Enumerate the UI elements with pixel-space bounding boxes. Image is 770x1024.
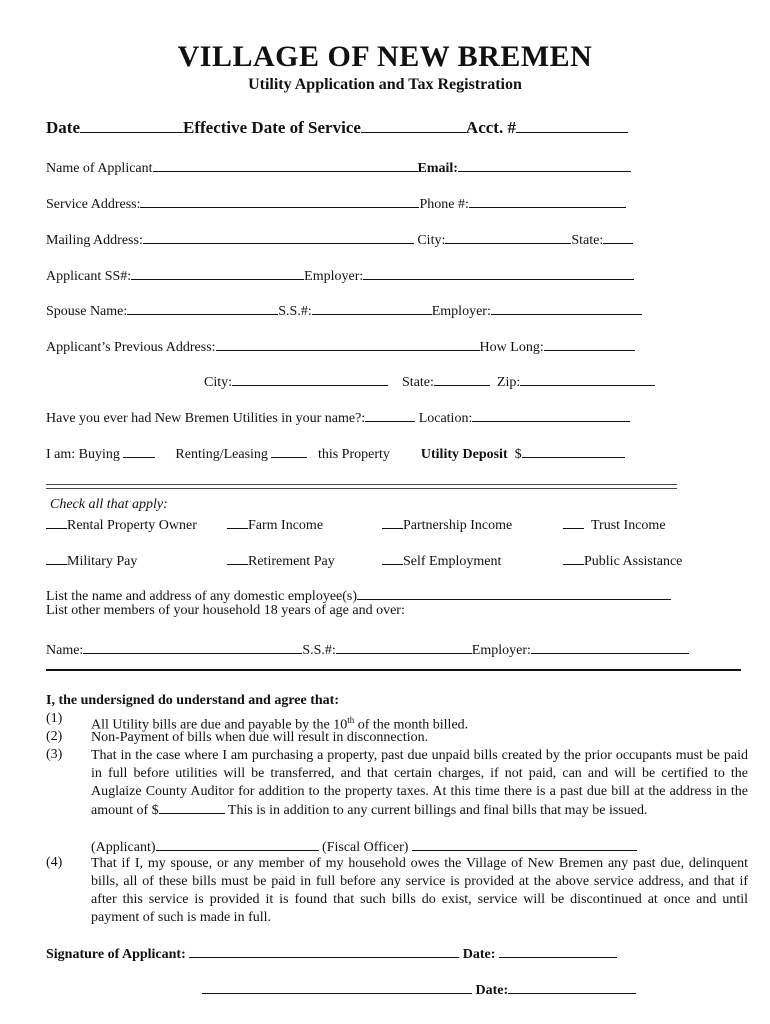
had-utilities-row (46, 408, 630, 427)
second-date-field[interactable] (508, 980, 636, 994)
phone-label: Phone #: (419, 197, 469, 212)
applicant-ss-row (46, 266, 634, 285)
date-label: Date (46, 118, 80, 137)
agreement-item-2: Non-Payment of bills when due will result in disconnection. (91, 730, 429, 745)
prev-zip-label: Zip: (496, 375, 521, 390)
spouse-employer-field[interactable] (491, 301, 642, 315)
income-option-trust[interactable] (563, 515, 666, 534)
buying-label: I am: Buying (46, 447, 120, 462)
income-option-self-employment[interactable] (382, 551, 501, 570)
applicant-ss-field[interactable] (131, 266, 304, 280)
member-name-label: Name: (46, 643, 84, 658)
checkbox-blank[interactable] (563, 551, 584, 565)
income-option-public-assistance[interactable] (563, 551, 682, 570)
agreement-heading: I, the undersigned do understand and agree that: (46, 693, 340, 708)
how-long-field[interactable] (544, 337, 635, 351)
item-text: All Utility bills are due and payable by the 10 (91, 717, 348, 733)
spouse-name-field[interactable] (127, 301, 278, 315)
buying-field[interactable] (123, 444, 155, 458)
mailing-address-field[interactable] (143, 230, 414, 244)
spouse-row (46, 301, 642, 320)
option-label: Public Assistance (584, 554, 683, 569)
property-row (46, 444, 625, 463)
phone-field[interactable] (469, 194, 626, 208)
mailing-state-field[interactable] (603, 230, 633, 244)
spouse-ss-field[interactable] (312, 301, 432, 315)
service-address-row (46, 194, 626, 213)
renting-field[interactable] (271, 444, 307, 458)
prev-zip-field[interactable] (520, 372, 655, 386)
member-name-field[interactable] (83, 640, 302, 654)
member-ss-label: S.S.#: (302, 643, 336, 658)
option-label: Retirement Pay (248, 554, 335, 569)
name-row (46, 158, 631, 177)
had-utilities-label: Have you ever had New Bremen Utilities in your name?: (46, 411, 366, 426)
state-label: State: (571, 233, 604, 248)
location-label: Location: (418, 411, 473, 426)
mailing-address-row (46, 230, 633, 249)
domestic-employee-field[interactable] (357, 586, 671, 600)
fiscal-officer-sign-field[interactable] (412, 837, 637, 851)
service-address-label: Service Address: (46, 197, 141, 212)
domestic-employee-label: List the name and address of any domestic employee(s) (46, 589, 358, 604)
spouse-name-label: Spouse Name: (46, 304, 128, 319)
checkbox-blank[interactable] (382, 515, 403, 529)
member-employer-label: Employer: (471, 643, 531, 658)
option-label: Farm Income (248, 518, 324, 533)
utility-deposit-field[interactable] (522, 444, 625, 458)
income-option-farm[interactable] (227, 515, 323, 534)
second-date-label: Date: (475, 983, 509, 998)
member-ss-field[interactable] (336, 640, 472, 654)
name-field[interactable] (153, 158, 418, 172)
had-utilities-field[interactable] (365, 408, 415, 422)
income-option-rental[interactable] (46, 515, 197, 534)
acct-field[interactable] (516, 117, 628, 133)
checkbox-blank[interactable] (46, 551, 67, 565)
signature-date-field[interactable] (499, 944, 617, 958)
renting-label: Renting/Leasing (175, 447, 268, 462)
service-address-field[interactable] (140, 194, 419, 208)
spouse-ss-label: S.S.#: (278, 304, 312, 319)
checkbox-blank[interactable] (382, 551, 403, 565)
employer-label: Employer: (304, 269, 364, 284)
household-member-row (46, 640, 689, 659)
signature-label: Signature of Applicant: (46, 947, 186, 962)
top-row (46, 117, 628, 138)
item-number: (3) (46, 747, 63, 762)
mailing-city-field[interactable] (445, 230, 571, 244)
section-divider (46, 669, 741, 671)
superscript: th (347, 715, 355, 725)
fiscal-officer-label: (Fiscal Officer) (322, 840, 409, 855)
agreement-item-3 (91, 747, 748, 820)
applicant-employer-field[interactable] (363, 266, 634, 280)
acct-label: Acct. # (465, 118, 516, 137)
checkbox-blank[interactable] (227, 515, 248, 529)
double-divider (46, 484, 677, 489)
signature-date-label: Date: (462, 947, 496, 962)
date-field[interactable] (80, 117, 183, 133)
income-option-partnership[interactable] (382, 515, 512, 534)
item-text: of the month billed. (354, 717, 469, 733)
checkbox-blank[interactable] (227, 551, 248, 565)
how-long-label: How Long: (479, 340, 544, 355)
effective-date-field[interactable] (361, 117, 466, 133)
form-title: VILLAGE OF NEW BREMEN (177, 40, 593, 73)
this-property-label: this Property (317, 447, 390, 462)
income-option-retirement[interactable] (227, 551, 335, 570)
applicant-label: (Applicant) (91, 840, 156, 855)
applicant-ss-label: Applicant SS#: (46, 269, 132, 284)
name-label: Name of Applicant (46, 161, 153, 176)
item-text: This is in addition to any current billings and final bills that may be issued. (224, 803, 648, 818)
spouse-employer-label: Employer: (431, 304, 491, 319)
prev-state-label: State: (402, 375, 434, 390)
prev-city-field[interactable] (232, 372, 388, 386)
mailing-address-label: Mailing Address: (46, 233, 143, 248)
option-label: Military Pay (67, 554, 138, 569)
item-number: (1) (46, 711, 63, 726)
item-number: (2) (46, 729, 63, 744)
checkbox-blank[interactable] (563, 515, 584, 529)
member-employer-field[interactable] (531, 640, 689, 654)
dollar-sign: $ (514, 447, 522, 462)
applicant-fiscal-row (91, 837, 637, 856)
previous-address-field[interactable] (216, 337, 480, 351)
check-all-heading: Check all that apply: (50, 497, 168, 512)
past-due-amount-field[interactable] (159, 801, 225, 814)
utility-deposit-label: Utility Deposit (420, 447, 508, 462)
previous-city-row (204, 372, 655, 391)
prev-city-label: City: (204, 375, 233, 390)
checkbox-blank[interactable] (46, 515, 67, 529)
agreement-item-4: That if I, my spouse, or any member of my household owes the Village of New Bremen any past due, delinquent bills, all of these bills must be paid in full before any service is provided at the above service address, and that if after this service is provided it is found that such bills do exist, service will be discontinued at once and until payment of such is made in full. (91, 856, 748, 925)
email-label: Email: (417, 161, 458, 176)
location-field[interactable] (472, 408, 630, 422)
signature-row (46, 944, 617, 963)
previous-address-label: Applicant’s Previous Address: (46, 340, 216, 355)
form-subtitle: Utility Application and Tax Registration (248, 76, 522, 93)
city-label: City: (417, 233, 446, 248)
income-option-military[interactable] (46, 551, 137, 570)
effective-date-label: Effective Date of Service (182, 118, 361, 137)
option-label: Rental Property Owner (67, 518, 197, 533)
second-signature-field[interactable] (202, 980, 472, 994)
item-number: (4) (46, 855, 63, 870)
email-field[interactable] (458, 158, 631, 172)
option-label: Trust Income (591, 518, 666, 533)
option-label: Self Employment (403, 554, 502, 569)
prev-state-field[interactable] (434, 372, 490, 386)
second-signature-row (202, 980, 636, 999)
applicant-sign-field[interactable] (156, 837, 319, 851)
item-text: That in the case where I am purchasing a property, past due unpaid bills created by the prior occupants must be paid in full before utilities will be transferred, and that certain charges, if not paid, can and will be certified to the Auglaize County Auditor for addition to the property taxes. At this time there is a past due bill at the address in the amount of $ (91, 748, 748, 818)
option-label: Partnership Income (403, 518, 513, 533)
household-members-label: List other members of your household 18 years of age and over: (46, 603, 405, 618)
signature-field[interactable] (189, 944, 459, 958)
previous-address-row (46, 337, 635, 356)
